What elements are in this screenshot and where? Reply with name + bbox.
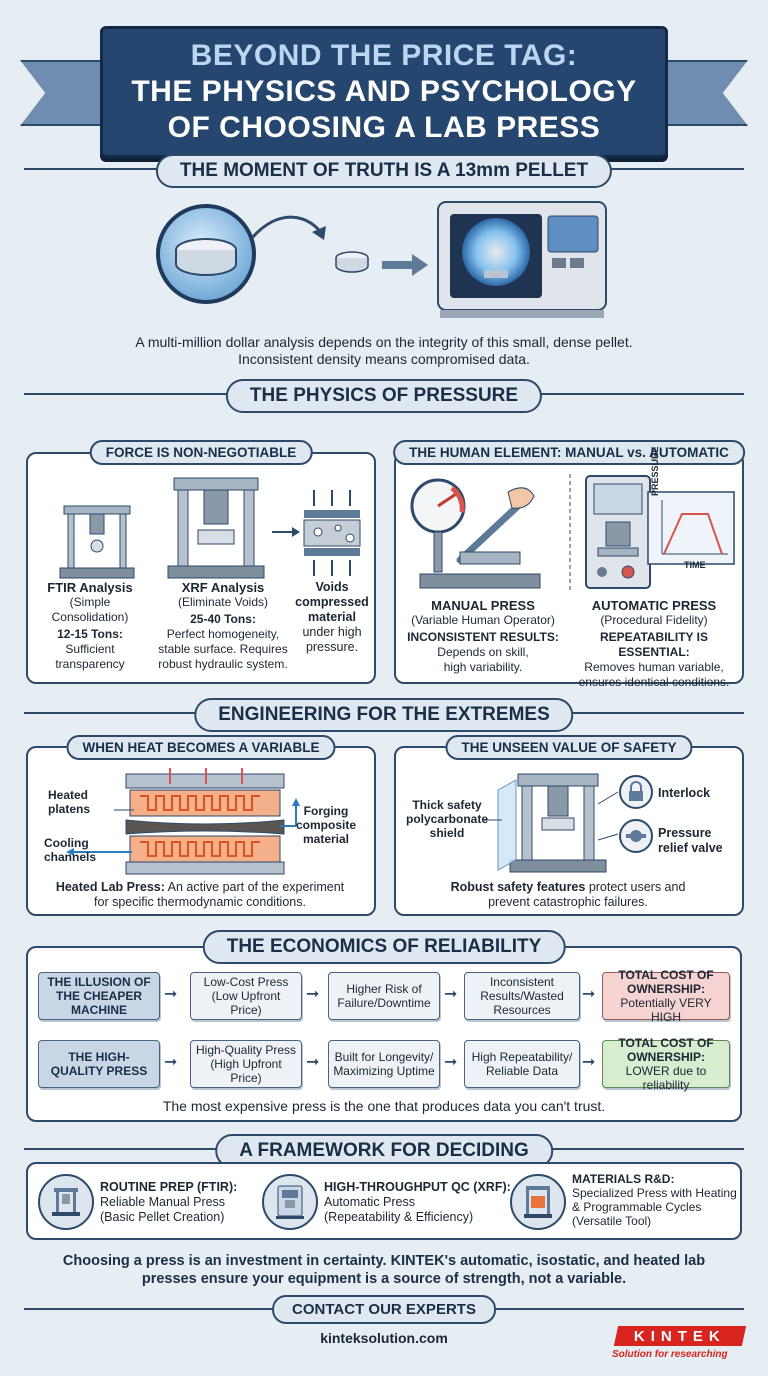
label-heated-1: Heated bbox=[48, 788, 89, 802]
curved-arrow-icon bbox=[252, 217, 322, 238]
label-shield bbox=[406, 798, 488, 840]
auto-desc-2: ensures identical conditions. bbox=[578, 675, 730, 689]
heat-caption-rest-1: An active part of the experiment bbox=[164, 880, 345, 894]
voids-line-3: material bbox=[308, 610, 356, 624]
framework-item-3-line-3: (Versatile Tool) bbox=[572, 1214, 652, 1228]
xrf-title: XRF Analysis bbox=[181, 580, 265, 595]
human-header: THE HUMAN ELEMENT: MANUAL vs. AUTOMATIC bbox=[393, 440, 745, 465]
arrow-right-icon: ➞ bbox=[444, 1054, 458, 1071]
closing-statement bbox=[20, 1252, 748, 1288]
manual-title: MANUAL PRESS bbox=[431, 598, 535, 613]
small-press-icon bbox=[60, 506, 134, 578]
contact-button[interactable]: CONTACT OUR EXPERTS bbox=[272, 1295, 496, 1324]
arrow-right-icon: ➞ bbox=[444, 986, 458, 1003]
arrow-right-icon: ➞ bbox=[306, 1054, 320, 1071]
xrf-sub: (Eliminate Voids) bbox=[177, 595, 269, 609]
arrow-right-icon: ➞ bbox=[582, 1054, 596, 1071]
framework-item-1 bbox=[100, 1180, 237, 1225]
kintek-logo bbox=[614, 1326, 746, 1346]
label-shield-1: Thick safety bbox=[412, 798, 482, 812]
magnifier-icon bbox=[158, 206, 254, 302]
eco-row1-step2: Higher Risk of Failure/Downtime bbox=[328, 972, 440, 1020]
label-relief-2: relief valve bbox=[658, 841, 723, 855]
heat-header: WHEN HEAT BECOMES A VARIABLE bbox=[66, 735, 335, 760]
label-heated-platens bbox=[48, 788, 90, 816]
manual-result: INCONSISTENT RESULTS: bbox=[407, 630, 559, 644]
lock-icon bbox=[620, 776, 652, 808]
ftir-tons: 12-15 Tons: bbox=[57, 627, 123, 641]
eco-row1-label: THE ILLUSION OF THE CHEAPER MACHINE bbox=[38, 972, 160, 1020]
label-cooling-channels bbox=[44, 836, 96, 864]
ftir-block bbox=[30, 580, 150, 672]
eco-row1-step3: Inconsistent Results/Wasted Resources bbox=[464, 972, 580, 1020]
ftir-desc-2: transparency bbox=[55, 657, 125, 671]
label-shield-3: shield bbox=[429, 826, 465, 840]
heat-caption bbox=[30, 880, 370, 910]
auto-title: AUTOMATIC PRESS bbox=[591, 598, 717, 613]
moment-header: THE MOMENT OF TRUTH IS A 13mm PELLET bbox=[156, 154, 612, 188]
eco-row1-result-title: TOTAL COST OF OWNERSHIP: bbox=[618, 968, 714, 996]
pressure-time-graph-icon bbox=[648, 492, 734, 564]
moment-caption bbox=[24, 334, 744, 368]
manual-press-icon bbox=[38, 1174, 94, 1230]
automatic-press-icon bbox=[262, 1174, 318, 1230]
framework-item-2-line-2: (Repeatability & Efficiency) bbox=[324, 1210, 474, 1224]
safety-caption-rest-2: prevent catastrophic failures. bbox=[488, 895, 648, 909]
label-cooling-2: channels bbox=[44, 850, 97, 864]
automatic-press-icon bbox=[586, 476, 650, 588]
safety-caption bbox=[398, 880, 738, 910]
manual-block bbox=[398, 598, 568, 675]
force-header: FORCE IS NON-NEGOTIABLE bbox=[90, 440, 313, 465]
arrow-right-icon bbox=[382, 254, 428, 276]
ftir-title: FTIR Analysis bbox=[47, 580, 133, 595]
framework-item-2 bbox=[324, 1180, 511, 1225]
eco-row2-step1: High-Quality Press (High Upfront Price) bbox=[190, 1040, 302, 1088]
moment-caption-line-1: A multi-million dollar analysis depends on the integrity of this small, dense pellet. bbox=[135, 334, 633, 350]
large-press-icon bbox=[168, 478, 264, 578]
label-forging-1: Forging bbox=[303, 804, 349, 818]
label-shield-2: polycarbonate bbox=[406, 812, 489, 826]
title-ribbon-left bbox=[20, 60, 110, 126]
voids-block bbox=[290, 580, 374, 655]
label-interlock: Interlock bbox=[658, 786, 711, 800]
label-relief-valve bbox=[658, 826, 723, 856]
economics-caption: The most expensive press is the one that produces data you can't trust. bbox=[162, 1098, 606, 1114]
auto-block bbox=[566, 598, 742, 690]
eco-row1-step1: Low-Cost Press (Low Upfront Price) bbox=[190, 972, 302, 1020]
website-link[interactable]: kinteksolution.com bbox=[320, 1330, 448, 1346]
eco-row2-step3: High Repeatability/ Reliable Data bbox=[464, 1040, 580, 1088]
title-line-2: THE PHYSICS AND PSYCHOLOGY bbox=[131, 75, 637, 108]
manual-sub: (Variable Human Operator) bbox=[411, 613, 555, 627]
voids-line-1: Voids bbox=[315, 580, 349, 594]
eco-row2-result bbox=[602, 1036, 730, 1092]
manual-press-icon bbox=[412, 480, 540, 588]
framework-item-1-line-2: (Basic Pellet Creation) bbox=[100, 1210, 225, 1224]
auto-desc-1: Removes human variable, bbox=[584, 660, 724, 674]
voids-line-2: compressed bbox=[295, 595, 369, 609]
heat-caption-rest-2: for specific thermodynamic conditions. bbox=[94, 895, 306, 909]
voids-line-5: pressure. bbox=[305, 640, 359, 654]
xrf-desc-3: robust hydraulic system. bbox=[158, 657, 288, 671]
framework-item-2-title: HIGH-THROUGHPUT QC (XRF): bbox=[324, 1180, 511, 1194]
framework-item-1-title: ROUTINE PREP (FTIR): bbox=[100, 1180, 238, 1194]
title-line-3: OF CHOOSING A LAB PRESS bbox=[167, 111, 601, 144]
eco-row1-result bbox=[602, 968, 730, 1024]
eco-row2-step2: Built for Longevity/ Maximizing Uptime bbox=[328, 1040, 440, 1088]
closing-line-1: Choosing a press is an investment in certainty. KINTEK's automatic, isostatic, and heated lab bbox=[62, 1253, 706, 1269]
heated-press-icon bbox=[510, 1174, 566, 1230]
graph-y-label: PRESSURE bbox=[650, 446, 660, 496]
label-relief-1: Pressure bbox=[658, 826, 712, 840]
small-pellet-icon bbox=[336, 252, 368, 272]
valve-icon bbox=[620, 820, 652, 852]
lab-press-machine-icon bbox=[438, 202, 606, 318]
framework-item-2-line-1: Automatic Press bbox=[324, 1195, 416, 1209]
label-forging bbox=[296, 804, 356, 846]
arrow-right-icon: ➞ bbox=[164, 986, 178, 1003]
eco-row2-result-title: TOTAL COST OF OWNERSHIP: bbox=[618, 1036, 714, 1064]
framework-item-1-line-1: Reliable Manual Press bbox=[100, 1195, 226, 1209]
page-title bbox=[100, 26, 668, 158]
safety-caption-bold: Robust safety features bbox=[450, 880, 586, 894]
manual-desc-2: high variability. bbox=[443, 660, 523, 674]
label-cooling-1: Cooling bbox=[44, 836, 89, 850]
arrow-right-icon: ➞ bbox=[164, 1054, 178, 1071]
economics-header: THE ECONOMICS OF RELIABILITY bbox=[203, 930, 566, 964]
framework-item-3-line-2: & Programmable Cycles bbox=[572, 1200, 702, 1214]
arrow-right-icon bbox=[272, 527, 300, 537]
eco-row2-label: THE HIGH-QUALITY PRESS bbox=[38, 1040, 160, 1088]
xrf-tons: 25-40 Tons: bbox=[190, 612, 256, 626]
auto-result: REPEATABILITY IS ESSENTIAL: bbox=[599, 630, 708, 659]
arrow-right-icon: ➞ bbox=[582, 986, 596, 1003]
engineering-header: ENGINEERING FOR THE EXTREMES bbox=[194, 698, 573, 732]
moment-caption-line-2: Inconsistent density means compromised data. bbox=[238, 351, 530, 367]
pellet-illustration bbox=[0, 186, 768, 326]
kintek-tagline: Solution for researching bbox=[612, 1349, 728, 1360]
safety-press-icon bbox=[498, 774, 606, 872]
auto-sub: (Procedural Fidelity) bbox=[600, 613, 708, 627]
force-press-illustrations bbox=[40, 470, 370, 582]
label-forging-3: material bbox=[302, 832, 350, 846]
human-illustrations bbox=[400, 468, 740, 596]
title-ribbon-right bbox=[658, 60, 748, 126]
heat-caption-bold: Heated Lab Press: bbox=[55, 880, 165, 894]
xrf-desc-2: stable surface. Requires bbox=[158, 642, 288, 656]
physics-header: THE PHYSICS OF PRESSURE bbox=[226, 379, 542, 413]
compression-diagram-icon bbox=[304, 490, 360, 576]
ftir-desc-1: Sufficient bbox=[65, 642, 115, 656]
arrow-right-icon: ➞ bbox=[306, 986, 320, 1003]
framework-item-3-line-1: Specialized Press with Heating bbox=[572, 1186, 737, 1200]
safety-caption-rest-1: protect users and bbox=[585, 880, 686, 894]
framework-item-3-title: MATERIALS R&D: bbox=[572, 1172, 675, 1186]
xrf-block bbox=[148, 580, 298, 672]
voids-line-4: under high bbox=[302, 625, 362, 639]
safety-header: THE UNSEEN VALUE OF SAFETY bbox=[445, 735, 692, 760]
eco-row1-result-value: Potentially VERY HIGH bbox=[620, 996, 712, 1024]
manual-desc-1: Depends on skill, bbox=[437, 645, 529, 659]
label-forging-2: composite bbox=[296, 818, 357, 832]
eco-row2-result-value: LOWER due to reliability bbox=[625, 1064, 707, 1092]
framework-item-3 bbox=[572, 1172, 737, 1228]
label-heated-2: platens bbox=[48, 802, 91, 816]
kintek-logo-text: KINTEK bbox=[634, 1327, 726, 1345]
graph-x-label: TIME bbox=[684, 560, 706, 570]
closing-line-2: presses ensure your equipment is a source of strength, not a variable. bbox=[141, 1271, 627, 1287]
framework-header: A FRAMEWORK FOR DECIDING bbox=[215, 1134, 553, 1168]
xrf-desc-1: Perfect homogeneity, bbox=[166, 627, 280, 641]
title-line-1: BEYOND THE PRICE TAG: bbox=[190, 39, 578, 72]
ftir-sub: (Simple Consolidation) bbox=[51, 595, 129, 624]
